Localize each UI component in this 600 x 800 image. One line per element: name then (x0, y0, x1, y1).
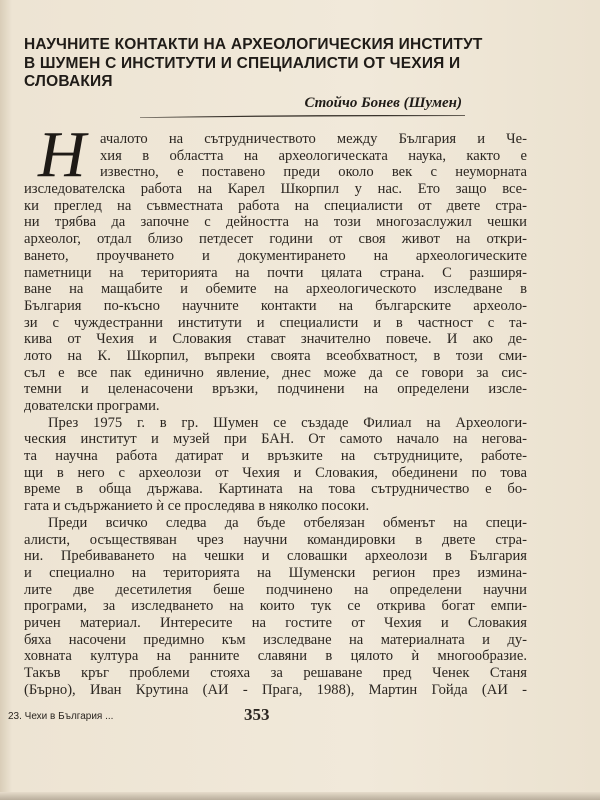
text-line: и специално на територията на Шуменски регион през измина- (24, 564, 527, 581)
text-line: темни и целенасочени връзки, подчинени на определени изсле- (24, 381, 527, 398)
article-body (24, 131, 527, 698)
page-number: 353 (244, 705, 270, 724)
decorative-rule (140, 114, 465, 118)
text-line: зи с чуждестранни институти и специалисти и в частност с та- (24, 314, 527, 331)
drop-cap: Н (38, 118, 86, 191)
text-line: съл е все пак единично явление, днес може да се говори за сис- (24, 364, 527, 381)
author-byline: Стойчо Бонев (Шумен) (304, 95, 462, 111)
text-line: лото на К. Шкорпил, въпреки своята всеобхватност, в този сми- (24, 347, 527, 364)
text-line: дователски програми. (24, 398, 160, 414)
text-line: ни трябва да започне с дейността на този многозаслужил чешки (24, 214, 527, 231)
text-line: ачалото на сътрудничеството между България и Че- (100, 131, 527, 147)
page-edge (0, 792, 600, 800)
text-line: изследователска работа на Карел Шкорпил у нас. Ето защо все- (24, 181, 527, 198)
text-line: кива от Чехия и Словакия стават значително повече. И ако де- (24, 331, 527, 348)
text-line: програми, за изследването на които тук се открива богат емпи- (24, 598, 527, 615)
text-line: време в обща държава. Картината на това сътрудничество е бо- (24, 481, 527, 498)
text-line: паметници на територията на почти цялата страна. С разширя- (24, 264, 527, 281)
text-line: щи в него с археолози от Чехия и Словакия, обединени по това (24, 464, 527, 481)
text-line: известно, е поставено преди около век с неуморната (100, 164, 527, 181)
text-line: гата и съдържанието ѝ се проследява в няколко посоки. (24, 498, 370, 515)
text-line: ни. Пребиваването на чешки и словашки археолози в България (24, 548, 527, 565)
text-line: хия в областта на археологическата наука, както е (100, 147, 527, 164)
text-line: България по-късно научните контакти на българските археоло- (24, 297, 527, 314)
text-line: бяха насочени предимно към изследване на материалната и ду- (24, 631, 527, 648)
title-line: НАУЧНИТЕ КОНТАКТИ НА АРХЕОЛОГИЧЕСКИЯ ИНСТИТУТ (24, 36, 483, 53)
text-line: През 1975 г. в гр. Шумен се създаде Филиал на Археологи- (48, 414, 527, 431)
article-title (24, 36, 484, 92)
text-line: та научна работа датират и връзките на сътрудниците, работе- (24, 448, 527, 465)
text-line: ването, проучването и документирането на археологическите (24, 247, 527, 264)
running-footer: 23. Чехи в България ... (8, 711, 114, 722)
text-line: археолог, отдал близо петдесет години от своя живот на откри- (24, 231, 527, 248)
text-line: ховната култура на ранните славяни в цялото ѝ многообразие. (24, 648, 527, 665)
text-line: ричен материал. Интересите на гостите от Чехия и Словакия (24, 614, 527, 631)
text-line: Преди всичко следва да бъде отбелязан обменът на специ- (48, 514, 527, 531)
text-line: ческия институт и музей при БАН. От самото начало на негова- (24, 431, 527, 448)
title-line: В ШУМЕН С ИНСТИТУТИ И СПЕЦИАЛИСТИ ОТ ЧЕХИЯ И (24, 54, 461, 72)
text-line: (Бърно), Иван Крутина (АИ - Прага, 1988), Мартин Гойда (АИ - (24, 681, 527, 698)
text-line: лите две десетилетия беше подчинено на определени научни (24, 581, 527, 598)
text-line: Такъв кръг проблеми стояха за решаване пред Ченек Станя (24, 665, 527, 681)
text-line: алисти, осъществяван чрез научни командировки в двете стра- (24, 531, 527, 548)
text-line: ки преглед на съвместната работа на специалисти от двете стра- (24, 197, 527, 214)
title-line: СЛОВАКИЯ (24, 73, 113, 90)
text-line: ване на мащабите и обемите на археологическото изследване в (24, 281, 527, 298)
